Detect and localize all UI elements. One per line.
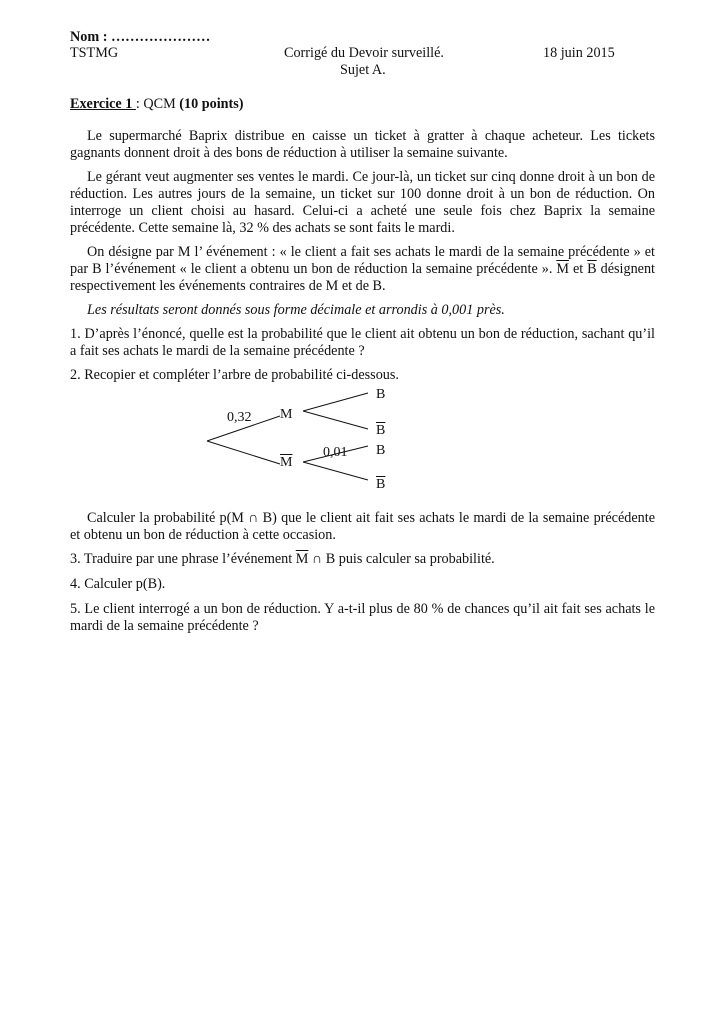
paragraph-events	[70, 244, 655, 295]
question-2: 2. Recopier et compléter l’arbre de probabilité ci-dessous.	[70, 367, 399, 383]
tree-leaf-bbar-1: $\overline{B}$	[376, 423, 386, 438]
tree-leaf-b-2: B	[376, 443, 386, 458]
exercise-type: : QCM	[135, 96, 180, 112]
exercise-points: (10 points)	[179, 96, 244, 112]
question-1: 1. D’après l’énoncé, quelle est la probabilité que le client ait obtenu un bon de réduction, sachant qu’il a fait ses achats le mardi de la semaine précédente ?	[70, 326, 655, 359]
tree-node-mbar: $\overline{M}$	[280, 455, 293, 470]
exercise-title: Exercice 1	[70, 96, 136, 112]
name-field-label: Nom : …………………	[70, 29, 211, 45]
class-name: TSTMG	[70, 45, 119, 61]
branch-mbar-bbar	[303, 462, 368, 480]
events-text-et: et	[568, 261, 588, 277]
question-3-text-2: ∩ B puis calculer sa probabilité.	[308, 551, 495, 567]
tree-leaf-bbar-2: $\overline{B}$	[376, 477, 386, 492]
document-date: 18 juin 2015	[543, 45, 615, 61]
question-2-calculation: Calculer la probabilité p(M ∩ B) que le client ait fait ses achats le mardi de la semaine précédente et obtenu un bon de réduction à cette occasion.	[70, 510, 655, 543]
question-3-text-1: 3. Traduire par une phrase l’événement	[70, 551, 296, 567]
paragraph-context: Le gérant veut augmenter ses ventes le mardi. Ce jour-là, un ticket sur cinq donne droit à un bon de réduction. Les autres jours de la semaine, un ticket sur 100 donne droit à un bon de réduction. On interroge un client choisi au hasard. Celui-ci a acheté une seule fois chez Baprix la semaine précédente. Cette semaine là, 32 % des achats se sont faits le mardi.	[70, 169, 655, 236]
question-5: 5. Le client interrogé a un bon de réduction. Y a-t-il plus de 80 % de chances qu’il ait fait ses achats le mardi de la semaine précédente ?	[70, 601, 655, 634]
branch-m-bbar	[303, 411, 368, 429]
tree-prob-m: 0,32	[227, 410, 252, 425]
document-subject: Sujet A.	[340, 62, 386, 78]
event-m-bar: $\overline{M}$	[556, 261, 569, 277]
tree-node-m: M	[280, 407, 293, 422]
question-4: 4. Calculer p(B).	[70, 576, 166, 592]
question-3-m-bar: $\overline{M}$	[295, 551, 309, 567]
tree-leaf-b-1: B	[376, 387, 386, 402]
question-3	[70, 551, 655, 568]
events-text-2: désignent respectivement les événements contraires de M et de B.	[70, 261, 655, 294]
exercise-heading	[70, 96, 244, 112]
document-title: Corrigé du Devoir surveillé.	[284, 45, 444, 61]
branch-m-b	[303, 393, 368, 411]
event-b-bar: $\overline{B}$	[587, 261, 597, 277]
paragraph-intro: Le supermarché Baprix distribue en caisse un ticket à gratter à chaque acheteur. Les tickets gagnants donnent droit à des bons de réduction à utiliser la semaine suivante.	[70, 128, 655, 161]
paragraph-rounding-note: Les résultats seront donnés sous forme décimale et arrondis à 0,001 près.	[87, 302, 505, 318]
branch-root-mbar	[207, 441, 280, 464]
probability-tree	[195, 388, 405, 493]
events-text-1: On désigne par M l’ événement : « le client a fait ses achats le mardi de la semaine précédente » et par B l’événement « le client a obtenu un bon de réduction la semaine précédente ».	[70, 244, 655, 277]
tree-prob-b-given-mbar: 0,01	[323, 445, 348, 460]
